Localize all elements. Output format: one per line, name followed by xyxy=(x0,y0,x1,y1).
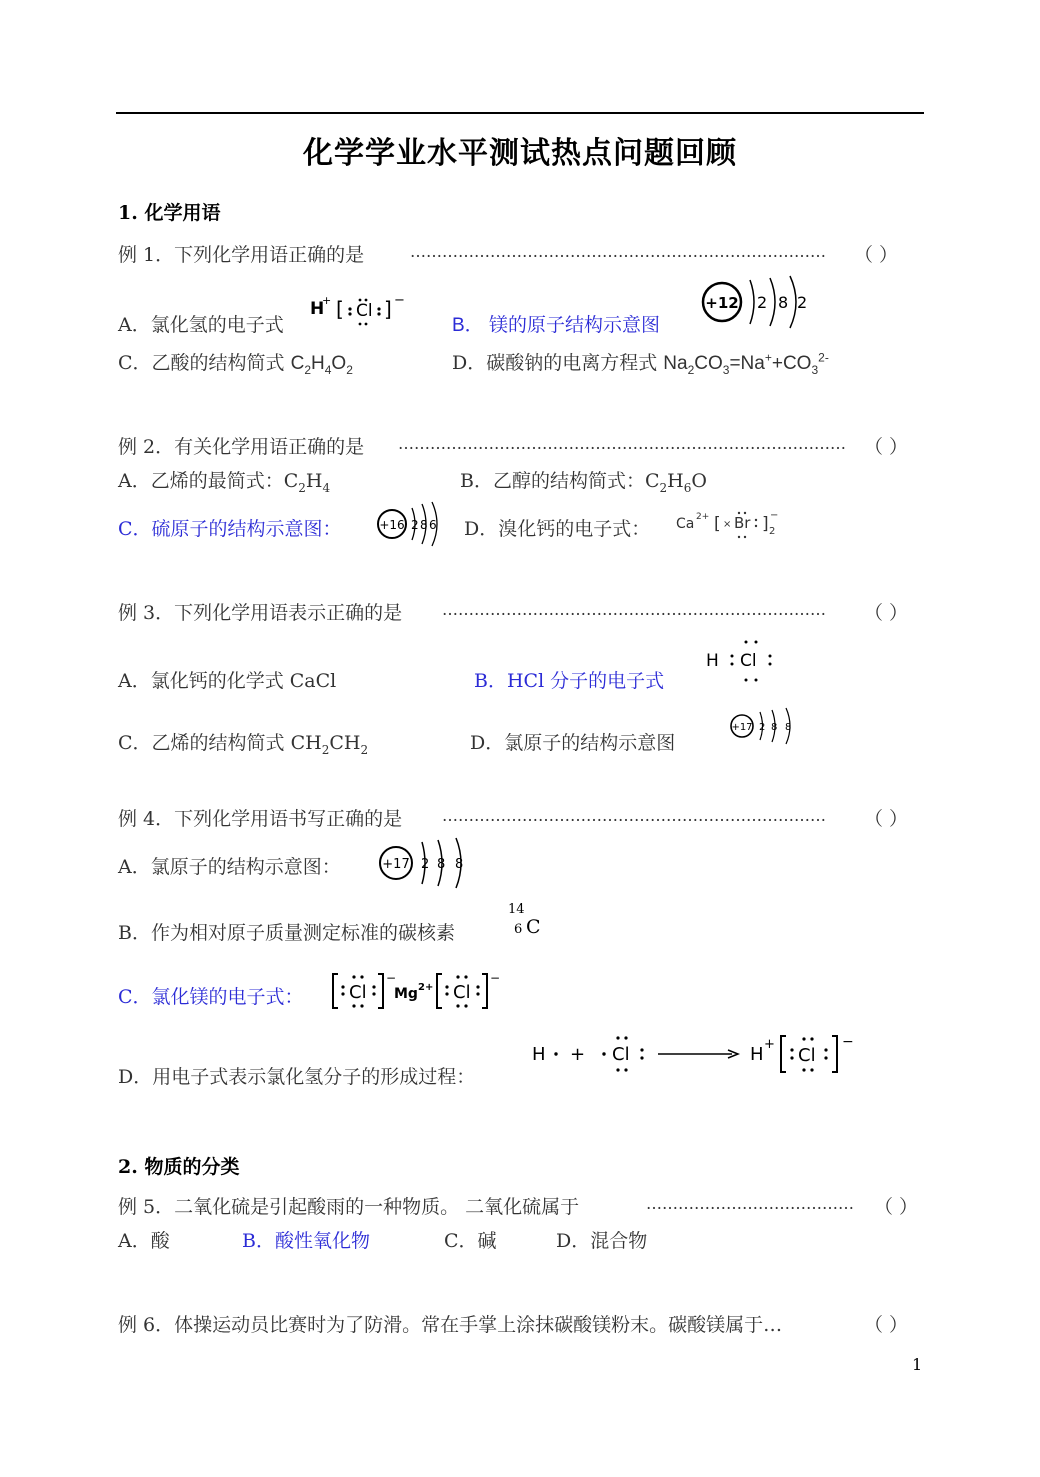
q4-cl-atom-diagram xyxy=(376,836,472,890)
q4-answer-paren: （ ） xyxy=(864,808,909,830)
q3-d-shell-3: 8 xyxy=(785,722,792,733)
q1-a-rbracket: ] xyxy=(384,297,392,321)
q4-c-minus-2: − xyxy=(490,971,501,985)
q3-b-cl: Cl xyxy=(740,651,757,671)
q2-c-shell-1: 2 xyxy=(411,518,419,532)
q4-option-b: B．作为相对原子质量测定标准的碳核素 xyxy=(118,922,455,944)
q2-cabr2-electron-formula xyxy=(674,506,786,542)
q5-answer-paren: （ ） xyxy=(874,1196,919,1218)
q2-option-b: B．乙醇的结构简式：$C_2H_6O$ xyxy=(460,470,707,495)
q1-option-b: B． 镁的原子结构示意图 xyxy=(452,315,660,336)
q3-d-shell-2: 8 xyxy=(771,722,778,733)
q2-d-count: 2 xyxy=(769,526,776,537)
q2-d-cross: × xyxy=(723,519,732,530)
q4-d-h-plus: + xyxy=(764,1037,775,1052)
q4-mgcl2-electron-formula xyxy=(330,968,510,1014)
header-rule xyxy=(116,112,924,114)
q2-option-a: A．乙烯的最简式：$C_2H_4$ xyxy=(118,470,331,495)
q1-stem: 例 1．下列化学用语正确的是 xyxy=(118,244,365,266)
q2-s-atom-diagram xyxy=(374,500,444,548)
q2-d-ca-charge: 2+ xyxy=(696,512,710,522)
q5-leader-dots: ………………………………… xyxy=(646,1194,854,1213)
q2-option-c: C．硫原子的结构示意图： xyxy=(118,518,342,540)
q2-option-d: D．溴化钙的电子式： xyxy=(464,518,651,540)
q4-c-minus-1: − xyxy=(386,971,397,985)
q2-leader-dots: ………………………………………………………………………… xyxy=(398,434,846,453)
q1-a-minus: − xyxy=(394,293,405,308)
q4-leader-dots: ……………………………………………………………… xyxy=(442,806,826,825)
q1-a-plus: + xyxy=(322,294,332,307)
q3-leader-dots: ……………………………………………………………… xyxy=(442,600,826,619)
q3-option-b: B．HCl 分子的电子式 xyxy=(474,670,665,692)
q1-hcl-electron-formula xyxy=(308,292,408,332)
q4-a-shell-2: 8 xyxy=(437,857,446,872)
q4-b-symbol: C xyxy=(526,916,541,938)
q4-option-a: A．氯原子的结构示意图： xyxy=(118,856,341,878)
q6-stem: 例 6．体操运动员比赛时为了防滑。常在手掌上涂抹碳酸镁粉末。碳酸镁属于… xyxy=(118,1314,783,1336)
q2-c-shell-3: 6 xyxy=(429,518,437,532)
q1-b-shell-3: 2 xyxy=(797,293,808,312)
q2-d-minus: − xyxy=(770,510,779,521)
section-heading-1: 1. 化学用语 xyxy=(118,202,221,224)
q5-option-c: C．碱 xyxy=(444,1230,497,1252)
section-heading-2: 2. 物质的分类 xyxy=(118,1156,240,1178)
q1-option-c: C．乙酸的结构简式 $C_2H_4O_2$ xyxy=(118,352,353,377)
q4-c-cl-2: Cl xyxy=(453,982,471,1003)
q4-d-minus: − xyxy=(842,1034,854,1050)
q3-cl-atom-diagram xyxy=(728,706,800,746)
q4-a-shell-1: 2 xyxy=(421,857,430,872)
q2-answer-paren: （ ） xyxy=(864,436,909,458)
q4-a-shell-3: 8 xyxy=(455,857,464,872)
q1-answer-paren: （ ） xyxy=(854,244,899,266)
q1-option-d: D．碳酸钠的电离方程式 $Na_2CO_3=Na^++CO_3^{2-}$ xyxy=(452,350,829,377)
q4-b-mass-number: 14 xyxy=(508,902,525,917)
q4-stem: 例 4．下列化学用语书写正确的是 xyxy=(118,808,403,830)
q3-option-a: A．氯化钙的化学式 CaCl xyxy=(118,670,337,692)
q1-mg-atom-diagram xyxy=(700,272,810,330)
q5-option-a: A．酸 xyxy=(118,1230,170,1252)
q1-leader-dots: …………………………………………………………………… xyxy=(410,242,826,261)
q1-b-nucleus: +12 xyxy=(705,294,739,312)
q3-b-h: H xyxy=(706,651,719,671)
q1-a-cl: Cl xyxy=(356,301,373,321)
q2-d-ca: Ca xyxy=(676,516,695,532)
page-number: 1 xyxy=(912,1355,923,1374)
q2-c-shell-2: 8 xyxy=(420,518,428,532)
q5-option-b: B．酸性氧化物 xyxy=(242,1230,370,1252)
q3-stem: 例 3．下列化学用语表示正确的是 xyxy=(118,602,403,624)
q3-option-c: C．乙烯的结构简式 $CH_2CH_2$ xyxy=(118,732,369,757)
q4-b-atomic-number: 6 xyxy=(514,922,523,937)
q4-c-mg-charge: 2+ xyxy=(418,982,434,993)
q4-option-d: D．用电子式表示氯化氢分子的形成过程： xyxy=(118,1066,476,1088)
q3-d-shell-1: 2 xyxy=(759,722,766,733)
q5-option-d: D．混合物 xyxy=(556,1230,648,1252)
q4-d-plus: + xyxy=(570,1044,586,1065)
q2-d-br: Br xyxy=(734,514,751,532)
q4-d-h-1: H xyxy=(532,1044,546,1065)
q2-stem: 例 2．有关化学用语正确的是 xyxy=(118,436,365,458)
q4-d-cl-1: Cl xyxy=(612,1044,630,1065)
q1-a-lbracket: [ xyxy=(336,297,344,321)
q6-answer-paren: （ ） xyxy=(864,1314,909,1336)
q2-d-lbracket: [ xyxy=(714,514,721,534)
q2-d-rbracket: ] xyxy=(762,514,769,534)
q4-d-cl-2: Cl xyxy=(798,1045,816,1066)
q4-c-cl-1: Cl xyxy=(349,982,367,1003)
q5-stem: 例 5．二氧化硫是引起酸雨的一种物质。 二氧化硫属于 xyxy=(118,1196,580,1218)
q1-option-a: A．氯化氢的电子式 xyxy=(118,314,284,336)
q4-c-mg: Mg xyxy=(394,986,418,1002)
q4-hcl-formation-process xyxy=(528,1030,868,1078)
page-title: 化学学业水平测试热点问题回顾 xyxy=(303,136,737,171)
q4-d-h-2: H xyxy=(750,1044,764,1065)
q3-option-d: D．氯原子的结构示意图 xyxy=(470,732,676,754)
q3-answer-paren: （ ） xyxy=(864,602,909,624)
q4-a-nucleus: +17 xyxy=(382,857,410,872)
q1-a-h: H xyxy=(310,299,325,319)
q1-b-shell-1: 2 xyxy=(757,293,768,312)
q3-hcl-electron-formula xyxy=(704,634,784,686)
q4-option-c: C．氯化镁的电子式： xyxy=(118,986,304,1008)
q3-d-nucleus: +17 xyxy=(731,722,753,733)
q1-b-shell-2: 8 xyxy=(778,293,789,312)
q2-c-nucleus: +16 xyxy=(379,518,405,532)
